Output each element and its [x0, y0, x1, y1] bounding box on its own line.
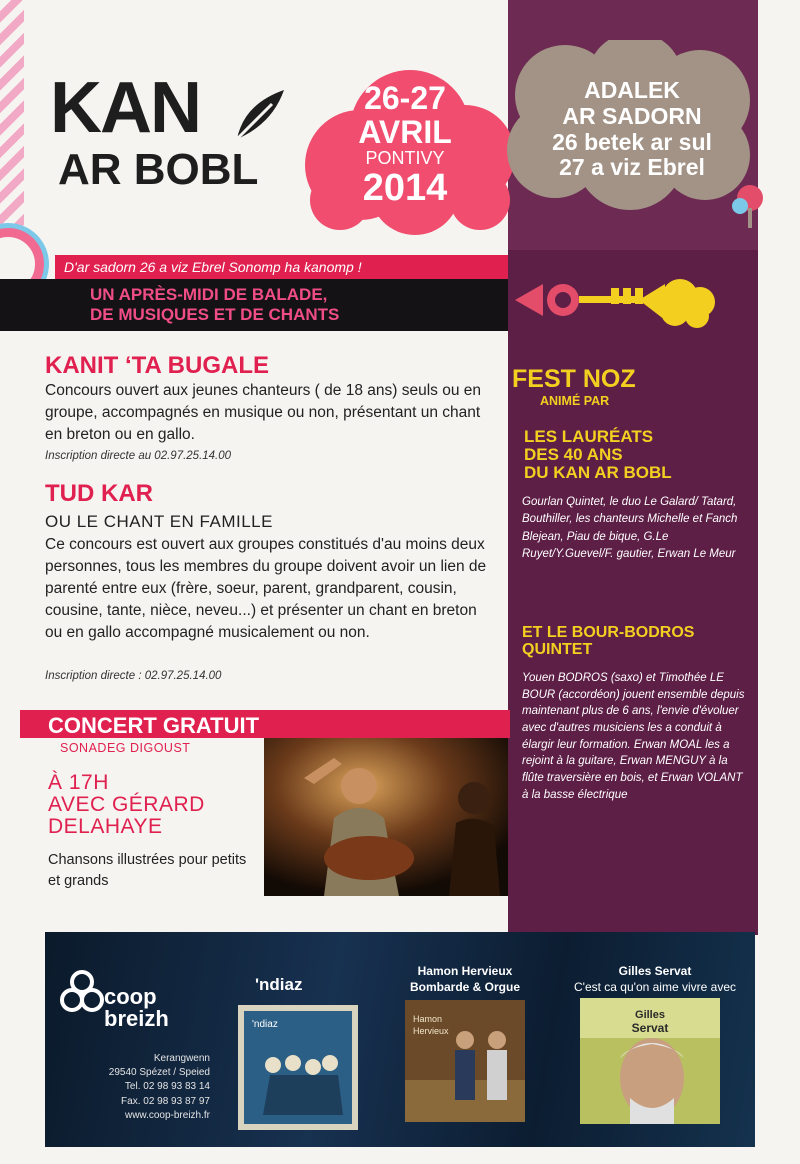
concert-photo: [264, 738, 508, 896]
album2-cover-text1: Hamon: [413, 1014, 443, 1024]
album1-cover: [238, 1005, 358, 1130]
concert-title: CONCERT GRATUIT: [48, 713, 260, 738]
slogan-text: D'ar sadorn 26 a viz Ebrel Sonomp ha kanomp !: [64, 259, 362, 275]
striped-edge-decoration: [0, 0, 24, 250]
date-year: 2014: [362, 166, 448, 209]
coop-addr3: Tel. 02 98 93 83 14: [124, 1081, 210, 1093]
laureats-line1: LES LAURÉATS: [524, 427, 654, 446]
headline-line1: UN APRÈS-MIDI DE BALADE,: [90, 285, 328, 304]
headline-text: [90, 285, 339, 326]
date-place: PONTIVY: [365, 148, 445, 169]
coop-addr5: www.coop-breizh.fr: [124, 1109, 210, 1121]
festnoz-groups: Gourlan Quintet, le duo Le Galard/ Tatard, Bouthiller, les chanteurs Michelle et Fanch Blejean, Piau de bique, G.Le Ruyet/Y.Guevel/F. gautier, Erwan Le Meur: [522, 496, 738, 560]
coop-breizh-name: [104, 986, 169, 1030]
adalek-line3: 26 betek ar sul: [552, 128, 712, 155]
album2-heading: [395, 964, 535, 995]
album3-heading: [560, 964, 750, 995]
triskell-logo-icon: [60, 968, 104, 1018]
coop-addr2: 29540 Spézet / Speied: [108, 1067, 210, 1079]
adalek-line1: ADALEK: [584, 77, 680, 103]
logo-kan: KAN: [50, 68, 200, 148]
bour-title-line2: QUINTET: [522, 640, 593, 658]
coop-addr4: Fax. 02 98 93 87 97: [121, 1095, 210, 1107]
kanit-title: KANIT ‘TA BUGALE: [45, 352, 269, 379]
festnoz-title: FEST NOZ: [512, 365, 636, 393]
coop-addr1: Kerangwenn: [153, 1053, 210, 1064]
album3-title: Gilles Servat: [618, 964, 692, 978]
album2-title: Hamon Hervieux: [417, 964, 513, 978]
coop-address: [90, 1052, 210, 1123]
adalek-text: [512, 78, 752, 181]
trumpet-illustration-icon: [515, 262, 715, 337]
concert-artist-line2: DELAHAYE: [48, 815, 163, 839]
album1-cover-text: 'ndiaz: [252, 1019, 278, 1030]
adalek-line2: AR SADORN: [562, 102, 702, 129]
album3-subtitle: C'est ca qu'on aime vivre avec: [574, 979, 736, 994]
logo-ar-bobl: AR BOBL: [58, 145, 259, 194]
concert-time: [48, 772, 205, 838]
concert-sponsor: SONADEG DIGOUST: [60, 741, 191, 755]
date-month: AVRIL: [358, 113, 452, 150]
album3-cover-text2: Servat: [631, 1021, 669, 1035]
laureats-line2: DES 40 ANS: [524, 444, 623, 464]
kanit-inscription: Inscription directe au 02.97.25.14.00: [45, 450, 232, 462]
coop-name-line1: coop: [104, 984, 157, 1009]
bour-bodros-title: [522, 625, 752, 659]
album2-cover-text2: Hervieux: [413, 1026, 449, 1036]
tudkar-inscription: Inscription directe : 02.97.25.14.00: [45, 670, 222, 682]
adalek-line4: 27 a viz Ebrel: [559, 154, 705, 181]
laureats-line3: DU KAN AR BOBL: [524, 462, 672, 482]
concert-artist-line1: AVEC GÉRARD: [48, 793, 205, 817]
tudkar-subtitle: OU LE CHANT EN FAMILLE: [45, 512, 273, 531]
album3-cover: [580, 998, 720, 1124]
festnoz-laureats: [524, 428, 672, 482]
concert-description: Chansons illustrées pour petits et grands: [48, 852, 247, 889]
headline-line2: DE MUSIQUES ET DE CHANTS: [90, 305, 340, 325]
festnoz-subtitle: ANIMÉ PAR: [540, 394, 610, 408]
album2-cover: [405, 1000, 525, 1122]
tudkar-description: Ce concours est ouvert aux groupes constitués d'au moins deux personnes, tous les membres du groupe doivent avoir un lien de parenté entre eux (frère, soeur, parent, grandparent, cousin, cousine, tante, nièce, neveu...) et présenter un chant en breton ou en gallo accompagné musicalement ou non.: [45, 536, 487, 641]
album3-cover-text1: Gilles: [635, 1009, 665, 1021]
event-date: [335, 82, 475, 209]
bour-title-line1: ET LE BOUR-BODROS: [522, 624, 695, 641]
coop-name-line2: breizh: [104, 1006, 169, 1031]
album2-subtitle: Bombarde & Orgue: [409, 979, 520, 994]
date-days: 26-27: [364, 80, 446, 116]
concert-hour: À 17H: [48, 771, 109, 794]
kanit-description: Concours ouvert aux jeunes chanteurs ( de 18 ans) seuls ou en groupe, accompagnés en musique ou non, présentant un chant en breton ou en gallo.: [45, 382, 481, 443]
album1-label: 'ndiaz: [255, 975, 303, 994]
leaf-logo-icon: [232, 84, 292, 144]
tudkar-title: TUD KAR: [45, 480, 153, 507]
bour-bodros-description: Youen BODROS (saxo) et Timothée LE BOUR (accordéon) jouent ensemble depuis maintenant plus de 6 ans, l'envie d'évoluer avec d'autres musiciens les a conduit à élargir leur formation. Erwan MOAL les a rejoint à la guitare, Erwan MENGUY à la flûte traversière en bois, et Erwan VOLANT à la basse électrique: [522, 672, 745, 801]
tree-icon: [730, 182, 770, 232]
